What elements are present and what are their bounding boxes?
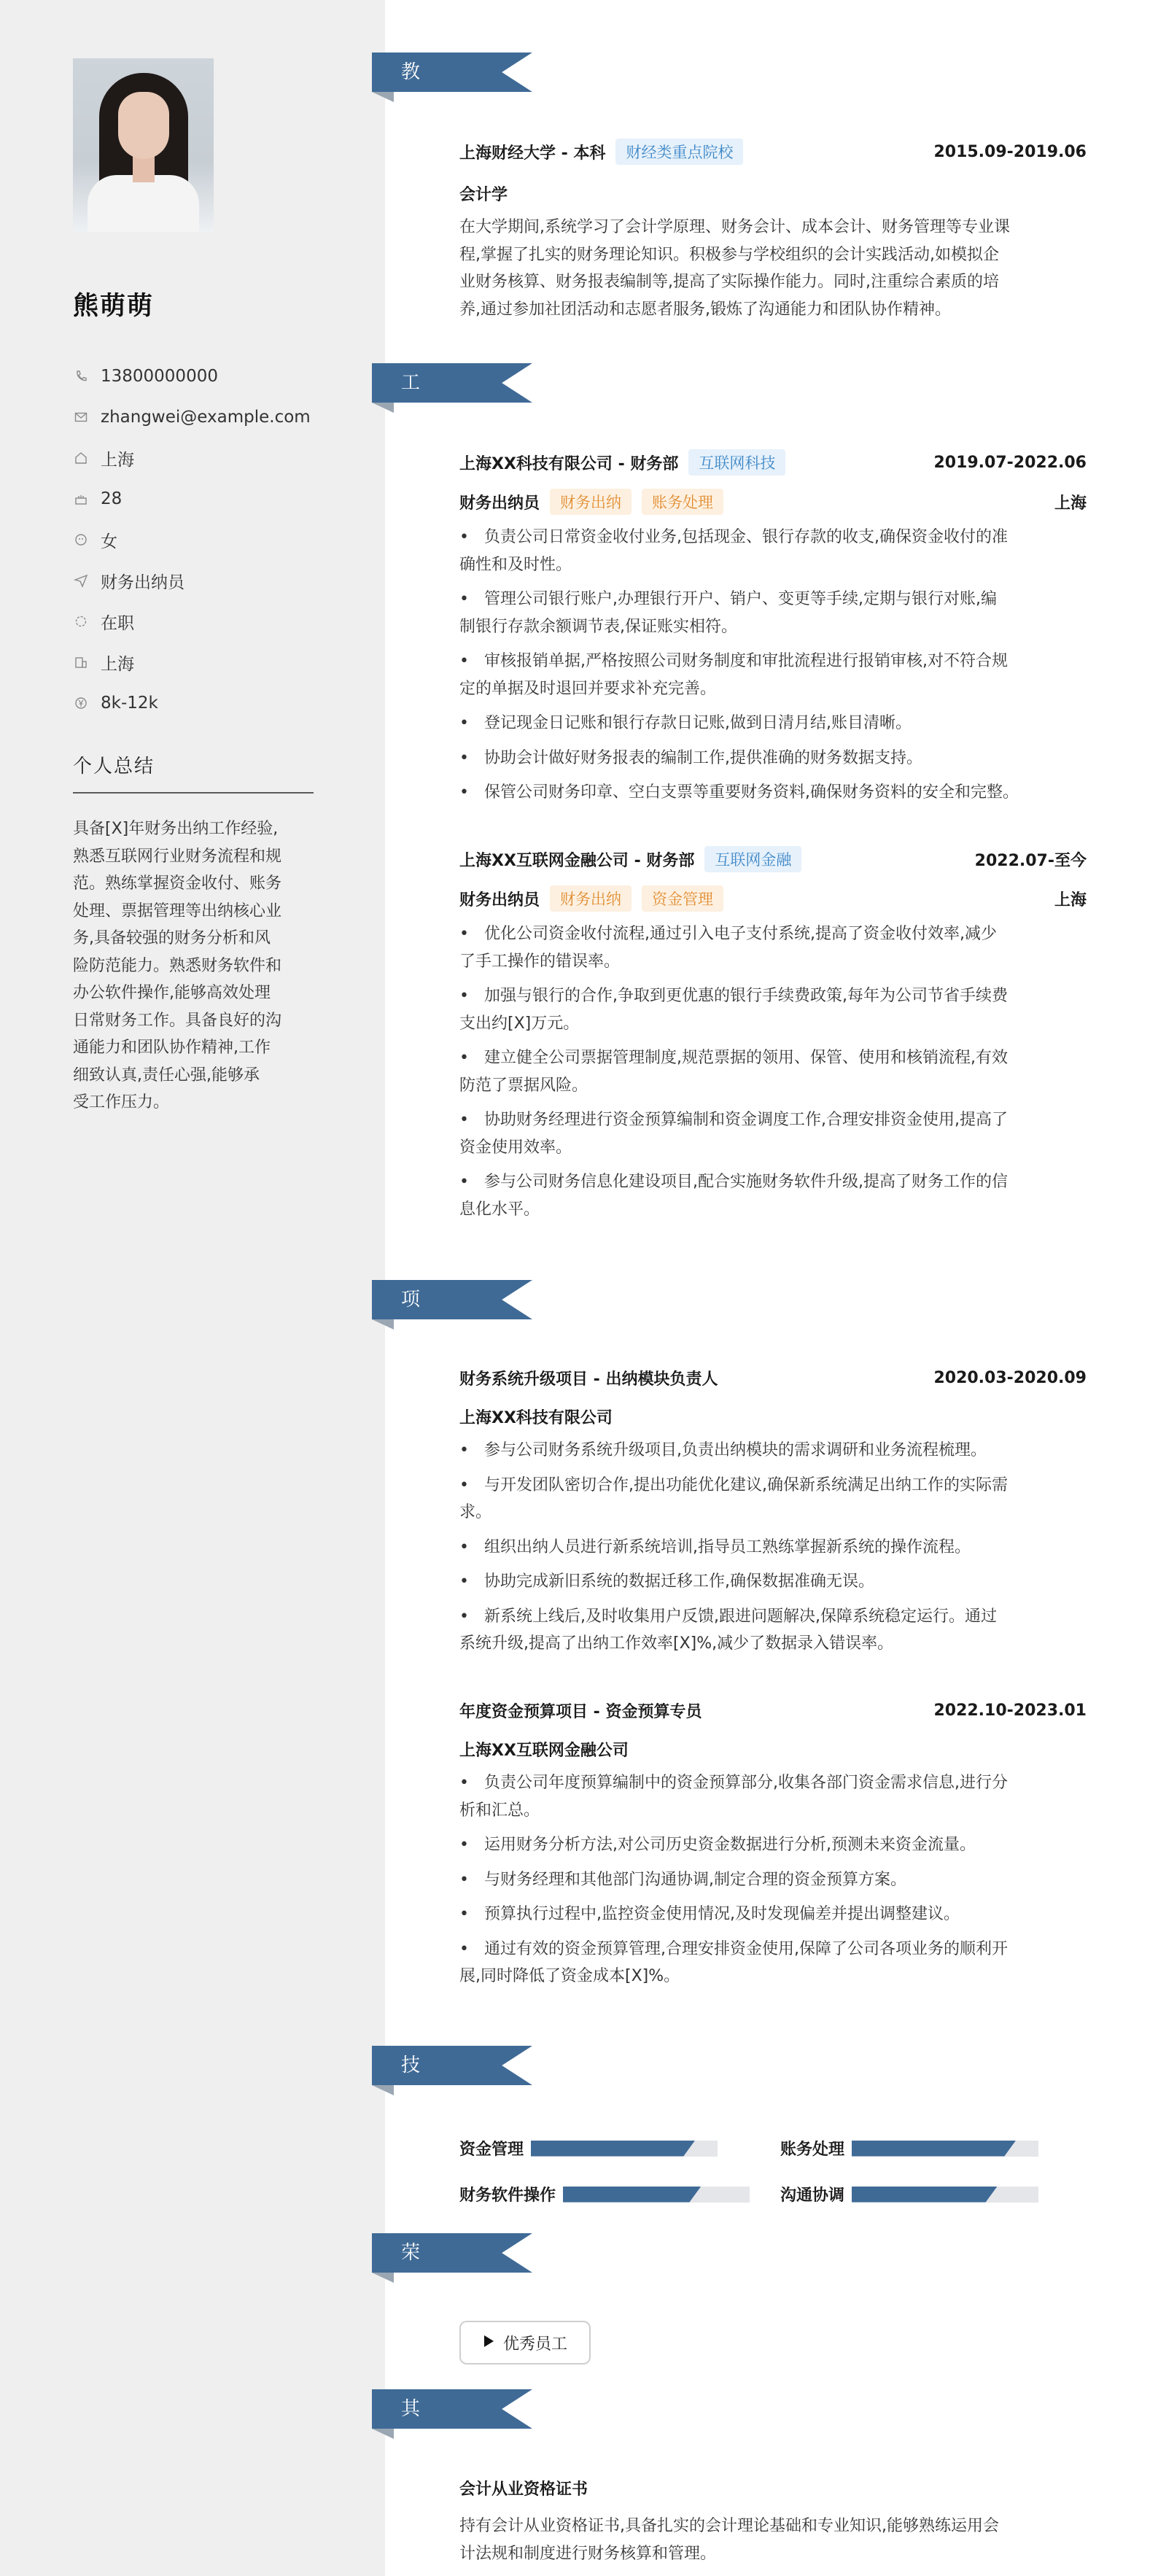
work-date: 2019.07-2022.06: [933, 453, 1087, 472]
skill-item: [459, 2137, 718, 2160]
skill-bar: [852, 2141, 1038, 2157]
section-title: 工作经历: [401, 372, 422, 512]
list-item: • 预算执行过程中,监控资金使用情况,及时发现偏差并提出调整建议。: [459, 1905, 960, 1923]
award-label: 优秀员工: [502, 2335, 567, 2354]
major-name: 会计学: [459, 186, 508, 204]
info-phone: [73, 356, 311, 397]
info-gender: [73, 519, 311, 560]
summary-line: 受工作压力。: [73, 1093, 170, 1112]
skill-label: 资金管理: [459, 2141, 524, 2159]
list-item: • 审核报销单据,严格按照公司财务制度和审批流程进行报销审核,对不符合规 定的单据及时退回并要求补充完善。: [459, 652, 1008, 698]
job-city: 上海: [1054, 494, 1087, 513]
skill-bar: [563, 2187, 750, 2203]
mail-icon: [73, 409, 89, 425]
list-item: • 新系统上线后,及时收集用户反馈,跟进问题解决,保障系统稳定运行。通过 系统升级,提高了出纳工作效率[X]%,减少了数据录入错误率。: [459, 1607, 997, 1653]
info-text: zhangwei@example.com: [101, 408, 311, 427]
job-city: 上海: [1054, 891, 1087, 909]
send-icon: [73, 573, 89, 589]
work-bullets: [459, 524, 1087, 807]
project-org: 上海XX互联网金融公司: [459, 1742, 629, 1760]
info-salary: [73, 683, 311, 723]
skill-bar: [852, 2187, 1038, 2203]
work-entry: [459, 846, 1087, 1230]
school-name: 上海财经大学 - 本科: [459, 144, 606, 163]
play-icon: [483, 2334, 494, 2352]
info-text: 财务出纳员: [101, 573, 184, 592]
work-entry: [459, 449, 1087, 814]
list-item: • 优化公司资金收付流程,通过引入电子支付系统,提高了资金收付效率,减少 了手工操作的错误率。: [459, 925, 997, 971]
candidate-name: 熊萌萌: [73, 292, 155, 321]
list-item: • 参与公司财务系统升级项目,负责出纳模块的需求调研和业务流程梳理。: [459, 1441, 987, 1459]
text-line: 养,通过参加社团活动和志愿者服务,锻炼了沟通能力和团队协作精神。: [459, 300, 951, 319]
gender-icon: [73, 532, 89, 548]
info-home: [73, 438, 311, 478]
list-item: • 参与公司财务信息化建设项目,配合实施财务软件升级,提高了财务工作的信 息化水平。: [459, 1173, 1008, 1219]
summary-line: 熟悉互联网行业财务流程和规: [73, 847, 282, 866]
education-date: 2015.09-2019.06: [933, 142, 1087, 161]
summary-divider: [73, 792, 314, 794]
list-item: • 登记现金日记账和银行存款日记账,做到日清月结,账目清晰。: [459, 714, 912, 732]
summary-line: 范。熟练掌握资金收付、账务: [73, 874, 282, 893]
text-line: 持有会计从业资格证书,具备扎实的会计理论基础和专业知识,能够熟练运用会: [459, 2517, 999, 2535]
summary-line: 具备[X]年财务出纳工作经验,: [73, 820, 279, 838]
work-date: 2022.07-至今: [974, 851, 1087, 870]
info-email: [73, 397, 311, 438]
list-item: • 负责公司日常资金收付业务,包括现金、银行存款的收支,确保资金收付的准 确性和及时性。: [459, 528, 1008, 574]
info-text: 上海: [101, 450, 134, 470]
text-line: 程,掌握了扎实的财务理论知识。积极参与学校组织的会计实践活动,如模拟企: [459, 245, 999, 264]
skill-bar-fill: [563, 2187, 701, 2203]
job-role: 财务出纳员: [459, 891, 540, 909]
school-badge: 财经类重点院校: [615, 139, 743, 165]
project-bullets: [459, 1769, 1087, 1990]
list-item: • 协助财务经理进行资金预算编制和资金调度工作,合理安排资金使用,提高了 资金使用效率。: [459, 1111, 1008, 1157]
list-item: • 加强与银行的合作,争取到更优惠的银行手续费政策,每年为公司节省手续费 支出约[X]万元。: [459, 987, 1008, 1033]
text-line: 在大学期间,系统学习了会计学原理、财务会计、成本会计、财务管理等专业课: [459, 218, 1010, 236]
info-text: 上海: [101, 654, 134, 674]
list-item: • 保管公司财务印章、空白支票等重要财务资料,确保财务资料的安全和完整。: [459, 783, 1019, 802]
summary-title: 个人总结: [73, 756, 155, 777]
project-entry: [459, 1367, 1087, 1665]
summary-text: [73, 815, 306, 1117]
skill-label: 沟通协调: [780, 2187, 845, 2205]
skill-item: [459, 2183, 750, 2205]
skill-tag: 资金管理: [642, 885, 723, 912]
info-status: [73, 601, 311, 642]
other-entry: [459, 2477, 1087, 2567]
industry-badge: 互联网科技: [688, 449, 785, 476]
summary-line: 日常财务工作。具备良好的沟: [73, 1011, 282, 1030]
skill-item: [780, 2183, 1038, 2205]
list-item: • 负责公司年度预算编制中的资金预算部分,收集各部门资金需求信息,进行分 析和汇总。: [459, 1774, 1008, 1820]
salary-icon: [73, 695, 89, 711]
section-title: 荣誉奖项: [401, 2242, 422, 2382]
summary-line: 险防范能力。熟悉财务软件和: [73, 956, 282, 975]
project-title: 年度资金预算项目 - 资金预算专员: [459, 1703, 702, 1721]
skill-bar-fill: [852, 2187, 998, 2203]
certificate-title: 会计从业资格证书: [459, 2480, 588, 2499]
list-item: • 协助会计做好财务报表的编制工作,提供准确的财务数据支持。: [459, 748, 922, 767]
industry-badge: 互联网金融: [704, 846, 801, 872]
list-item: • 协助完成新旧系统的数据迁移工作,确保数据准确无误。: [459, 1572, 874, 1591]
project-bullets: [459, 1437, 1087, 1658]
skill-bar-fill: [531, 2141, 695, 2157]
skill-label: 账务处理: [780, 2141, 845, 2159]
skill-bar-fill: [852, 2141, 1016, 2157]
text-line: 业财务核算、财务报表编制等,提高了实际操作能力。同时,注重综合素质的培: [459, 273, 999, 291]
summary-line: 处理、票据管理等出纳核心业: [73, 901, 282, 920]
sidebar: [0, 0, 385, 2576]
education-entry: [459, 139, 1087, 323]
status-icon: [73, 613, 89, 629]
section-title: 项目经历: [401, 1289, 422, 1429]
contact-info-list: [73, 356, 311, 723]
project-title: 财务系统升级项目 - 出纳模块负责人: [459, 1370, 718, 1389]
list-item: • 管理公司银行账户,办理银行开户、销户、变更等手续,定期与银行对账,编 制银行存款余额调节表,保证账实相符。: [459, 590, 997, 636]
section-title: 教育经历: [401, 61, 422, 201]
info-text: 28: [101, 489, 123, 508]
info-text: 女: [101, 532, 117, 551]
education-description: [459, 214, 1087, 323]
section-title: 其他信息: [401, 2398, 422, 2538]
list-item: • 建立健全公司票据管理制度,规范票据的领用、保管、使用和核销流程,有效 防范了票据风险。: [459, 1049, 1008, 1095]
summary-line: 务,具备较强的财务分析和风: [73, 929, 271, 947]
info-location: [73, 642, 311, 683]
project-entry: [459, 1699, 1087, 1998]
summary-line: 办公软件操作,能够高效处理: [73, 984, 271, 1002]
company-name: 上海XX互联网金融公司 - 财务部: [459, 851, 695, 870]
info-text: 13800000000: [101, 367, 218, 386]
project-org: 上海XX科技有限公司: [459, 1409, 613, 1427]
info-text: 在职: [101, 613, 134, 633]
summary-line: 细致认真,责任心强,能够承: [73, 1066, 260, 1085]
list-item: • 组织出纳人员进行新系统培训,指导员工熟练掌握新系统的操作流程。: [459, 1537, 971, 1556]
skill-item: [780, 2137, 1038, 2160]
home-icon: [73, 450, 89, 466]
award-item: [459, 2321, 591, 2364]
building-icon: [73, 654, 89, 670]
summary-line: 通能力和团队协作精神,工作: [73, 1039, 271, 1057]
skill-tag: 财务出纳: [550, 885, 632, 912]
certificate-description: [459, 2513, 1087, 2567]
text-line: 计法规和制度进行财务核算和管理。: [459, 2544, 717, 2563]
job-role: 财务出纳员: [459, 494, 540, 513]
skill-label: 财务软件操作: [459, 2187, 556, 2205]
avatar: [73, 58, 214, 232]
project-date: 2022.10-2023.01: [933, 1702, 1087, 1720]
list-item: • 与开发团队密切合作,提出功能优化建议,确保新系统满足出纳工作的实际需 求。: [459, 1475, 1008, 1521]
info-age: [73, 478, 311, 519]
company-name: 上海XX科技有限公司 - 财务部: [459, 454, 679, 473]
work-bullets: [459, 920, 1087, 1223]
list-item: • 与财务经理和其他部门沟通协调,制定合理的资金预算方案。: [459, 1870, 906, 1889]
list-item: • 运用财务分析方法,对公司历史资金数据进行分析,预测未来资金流量。: [459, 1836, 976, 1854]
list-item: • 通过有效的资金预算管理,合理安排资金使用,保障了公司各项业务的顺利开 展,同时降低了资金成本[X]%。: [459, 1939, 1008, 1985]
skill-bar: [531, 2141, 718, 2157]
phone-icon: [73, 368, 89, 384]
age-icon: [73, 491, 89, 507]
info-position: [73, 560, 311, 601]
project-date: 2020.03-2020.09: [933, 1369, 1087, 1387]
section-title: 技能专长: [401, 2055, 422, 2195]
skill-tag: 财务出纳: [550, 489, 632, 515]
info-text: 8k-12k: [101, 694, 158, 713]
skill-tag: 账务处理: [642, 489, 723, 515]
